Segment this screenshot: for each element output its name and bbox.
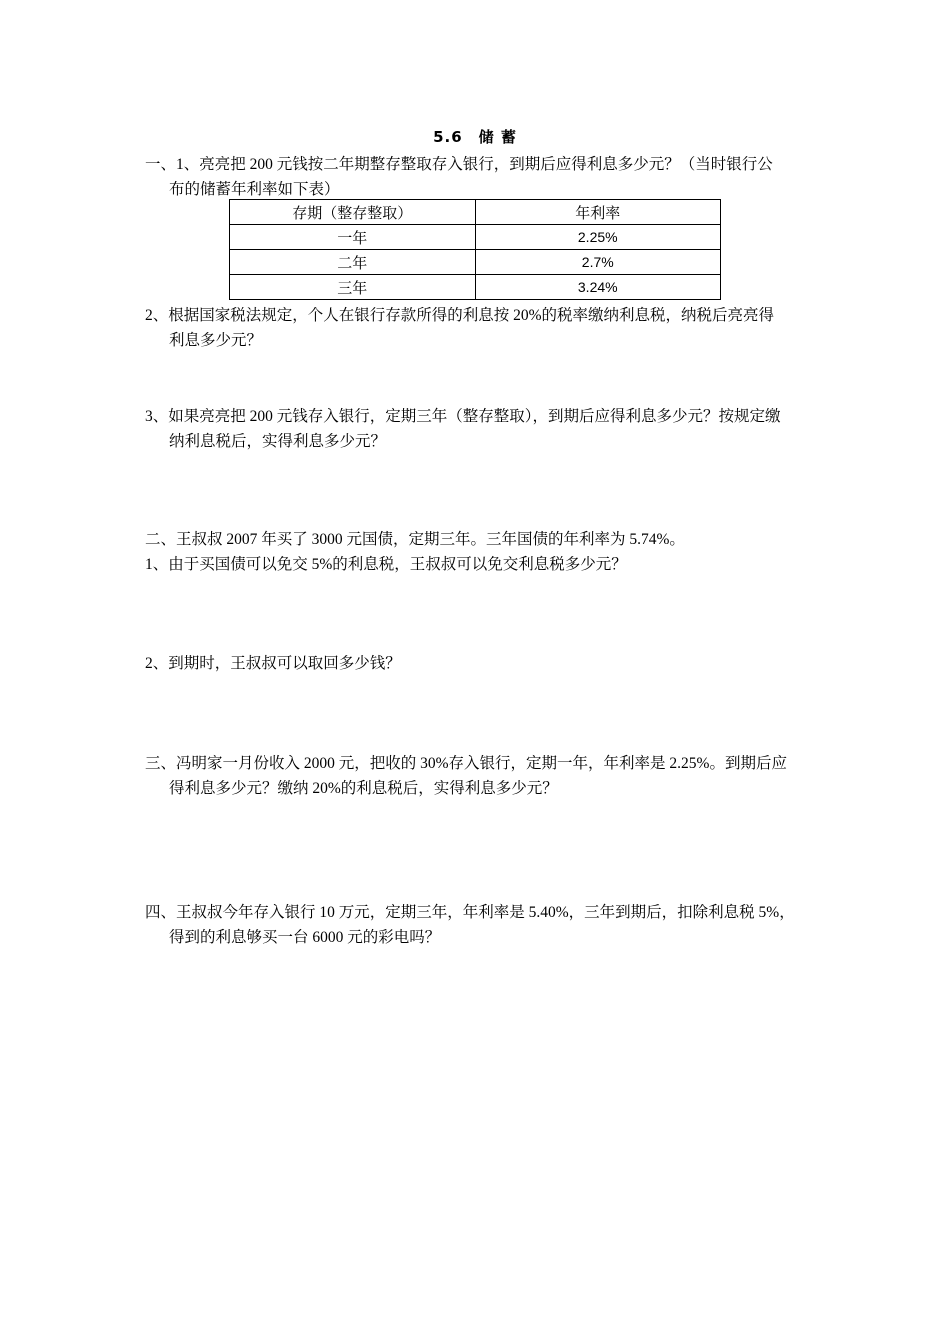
question-2-1: 1、由于买国债可以免交 5%的利息税，王叔叔可以免交利息税多少元？ bbox=[145, 556, 627, 573]
table-row bbox=[230, 275, 721, 300]
question-1-2: 2、根据国家税法规定，个人在银行存款所得的利息按 20%的税率缴纳利息税，纳税后亮亮得 利息多少元？ bbox=[145, 307, 775, 349]
table-header-row bbox=[230, 200, 721, 225]
table-cell-rate: 2.7% bbox=[475, 250, 721, 275]
table-header-cell: 年利率 bbox=[475, 200, 721, 225]
question-1-3: 3、如果亮亮把 200 元钱存入银行，定期三年（整存整取），到期后应得利息多少元？按规定缴 纳利息税后，实得利息多少元？ bbox=[145, 408, 781, 450]
table-cell-term: 三年 bbox=[230, 275, 476, 300]
section-2-intro: 二、王叔叔 2007 年买了 3000 元国债，定期三年。三年国债的年利率为 5.74%。 bbox=[145, 531, 685, 548]
table-row bbox=[230, 250, 721, 275]
table-cell-term: 一年 bbox=[230, 225, 476, 250]
question-3: 三、冯明家一月份收入 2000 元，把收的 30%存入银行，定期一年，年利率是 2.25%。到期后应 得利息多少元？缴纳 20%的利息税后，实得利息多少元？ bbox=[145, 755, 787, 797]
page-title: 5.6 储 蓄 bbox=[433, 128, 517, 146]
question-1-1: 一、1、亮亮把 200 元钱按二年期整存整取存入银行，到期后应得利息多少元？（当时银行公 布的储蓄年利率如下表） bbox=[145, 156, 773, 198]
question-4: 四、王叔叔今年存入银行 10 万元，定期三年，年利率是 5.40%，三年到期后，扣除利息税 5%， 得到的利息够买一台 6000 元的彩电吗？ bbox=[145, 904, 795, 946]
table-cell-term: 二年 bbox=[230, 250, 476, 275]
table-cell-rate: 2.25% bbox=[475, 225, 721, 250]
table-cell-rate: 3.24% bbox=[475, 275, 721, 300]
interest-rate-table bbox=[229, 199, 721, 300]
table-header-cell: 存期（整存整取） bbox=[230, 200, 476, 225]
question-2-2: 2、到期时，王叔叔可以取回多少钱？ bbox=[145, 655, 401, 672]
table-row bbox=[230, 225, 721, 250]
